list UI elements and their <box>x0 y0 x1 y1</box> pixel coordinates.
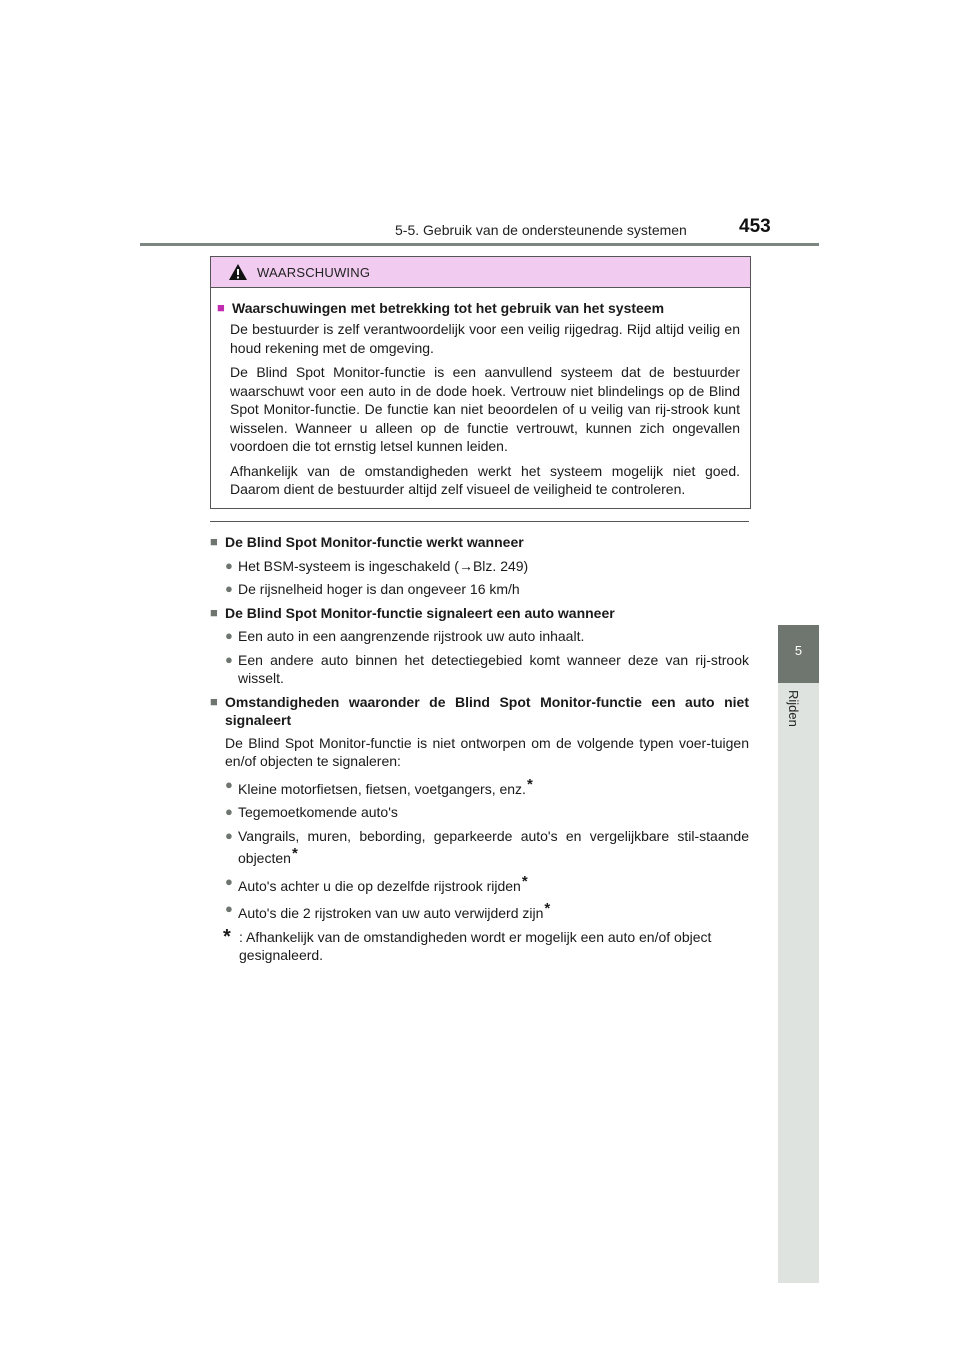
warning-box <box>210 256 751 509</box>
list-item-text: De rijsnelheid hoger is dan ongeveer 16 km/h <box>238 581 520 597</box>
chapter-tab-label: Rijden <box>786 690 801 727</box>
main-content <box>210 528 749 965</box>
section-heading <box>210 693 749 730</box>
list-item <box>225 873 749 896</box>
section-heading-text: De Blind Spot Monitor-functie werkt wanneer <box>225 534 524 550</box>
square-bullet-icon: ■ <box>217 300 225 315</box>
round-bullet-icon: ● <box>225 873 233 889</box>
square-bullet-icon: ■ <box>210 693 218 709</box>
footnote <box>222 925 749 965</box>
page-header <box>0 0 960 250</box>
footnote-star: * <box>544 900 551 917</box>
round-bullet-icon: ● <box>225 628 233 643</box>
section-heading-text: Omstandigheden waaronder de Blind Spot Monitor-functie een auto niet signaleert <box>225 693 749 728</box>
list-item-text: Tegemoetkomende auto's <box>238 804 398 820</box>
warning-heading-text: Waarschuwingen met betrekking tot het gebruik van het systeem <box>232 300 665 316</box>
chapter-side-bar <box>778 683 819 1283</box>
round-bullet-icon: ● <box>225 804 233 819</box>
round-bullet-icon: ● <box>225 557 233 573</box>
page-number: 453 <box>739 216 771 237</box>
section-intro: De Blind Spot Monitor-functie is niet ontworpen om de volgende typen voer-tuigen en/of objecten te signaleren: <box>225 734 749 769</box>
list-item <box>225 580 749 599</box>
footnote-star: * <box>521 872 528 890</box>
footnote-star: * <box>291 845 298 862</box>
section-heading <box>210 604 749 623</box>
warning-heading <box>217 300 740 316</box>
list-item-text: Auto's achter u die op dezelfde rijstrook rijden* <box>238 872 528 894</box>
list-item-text: Een auto in een aangrenzende rijstrook uw auto inhaalt. <box>238 628 585 644</box>
section-heading <box>210 533 749 552</box>
list-item-text: Vangrails, muren, bebording, geparkeerde auto's en vergelijkbare stil-staande objecten* <box>238 827 749 866</box>
warning-body <box>211 288 750 499</box>
square-bullet-icon: ■ <box>210 604 218 620</box>
section-heading-text: De Blind Spot Monitor-functie signaleert een auto wanneer <box>225 604 615 621</box>
list-item <box>225 803 749 822</box>
content-divider <box>210 521 749 522</box>
footnote-text: : Afhankelijk van de omstandigheden wordt er mogelijk een auto en/of object gesignaleerd. <box>239 928 712 963</box>
header-divider <box>140 243 819 246</box>
chapter-tab-number: 5 <box>778 625 819 683</box>
warning-paragraph: De Blind Spot Monitor-functie is een aanvullend systeem dat de bestuurder waarschuwt voor een auto in de dode hoek. Vertrouw niet blindelings op de Blind Spot Monitor-functie. De functie kan niet beoordelen of u veilig van rij-strook kunt wisselen. Wanneer u alleen op de functie vertrouwt, kunnen zich ongevallen voordoen die tot ernstig letsel kunnen leiden. <box>230 364 740 454</box>
list-item <box>225 627 749 646</box>
warning-triangle-icon <box>228 263 248 281</box>
warning-title: WAARSCHUWING <box>257 265 371 280</box>
warning-paragraph: De bestuurder is zelf verantwoordelijk voor een veilig rijgedrag. Rijd altijd veilig en houd rekening met de omgeving. <box>230 321 740 356</box>
footnote-mark: * <box>223 925 231 948</box>
list-item <box>225 557 749 576</box>
round-bullet-icon: ● <box>225 901 233 916</box>
list-item <box>225 900 749 923</box>
section-title: 5-5. Gebruik van de ondersteunende systemen <box>395 222 687 238</box>
list-item-text: Het BSM-systeem is ingeschakeld (→Blz. 249) <box>238 557 529 574</box>
list-item <box>225 651 749 688</box>
list-item <box>225 827 749 868</box>
square-bullet-icon: ■ <box>210 534 218 549</box>
round-bullet-icon: ● <box>225 651 233 667</box>
warning-paragraph: Afhankelijk van de omstandigheden werkt het systeem mogelijk niet goed. Daarom dient de bestuurder altijd zelf visueel de veiligheid te controleren. <box>230 462 740 497</box>
round-bullet-icon: ● <box>225 827 233 843</box>
list-item <box>225 776 749 799</box>
round-bullet-icon: ● <box>225 581 233 596</box>
footnote-star: * <box>526 775 533 793</box>
warning-header <box>211 257 750 288</box>
list-item-text: Kleine motorfietsen, fietsen, voetgangers, enz.* <box>238 775 533 797</box>
round-bullet-icon: ● <box>225 776 233 792</box>
list-item-text: Auto's die 2 rijstroken van uw auto verwijderd zijn* <box>238 900 551 921</box>
list-item-text: Een andere auto binnen het detectiegebied komt wanneer deze van rij-strook wisselt. <box>238 651 749 686</box>
